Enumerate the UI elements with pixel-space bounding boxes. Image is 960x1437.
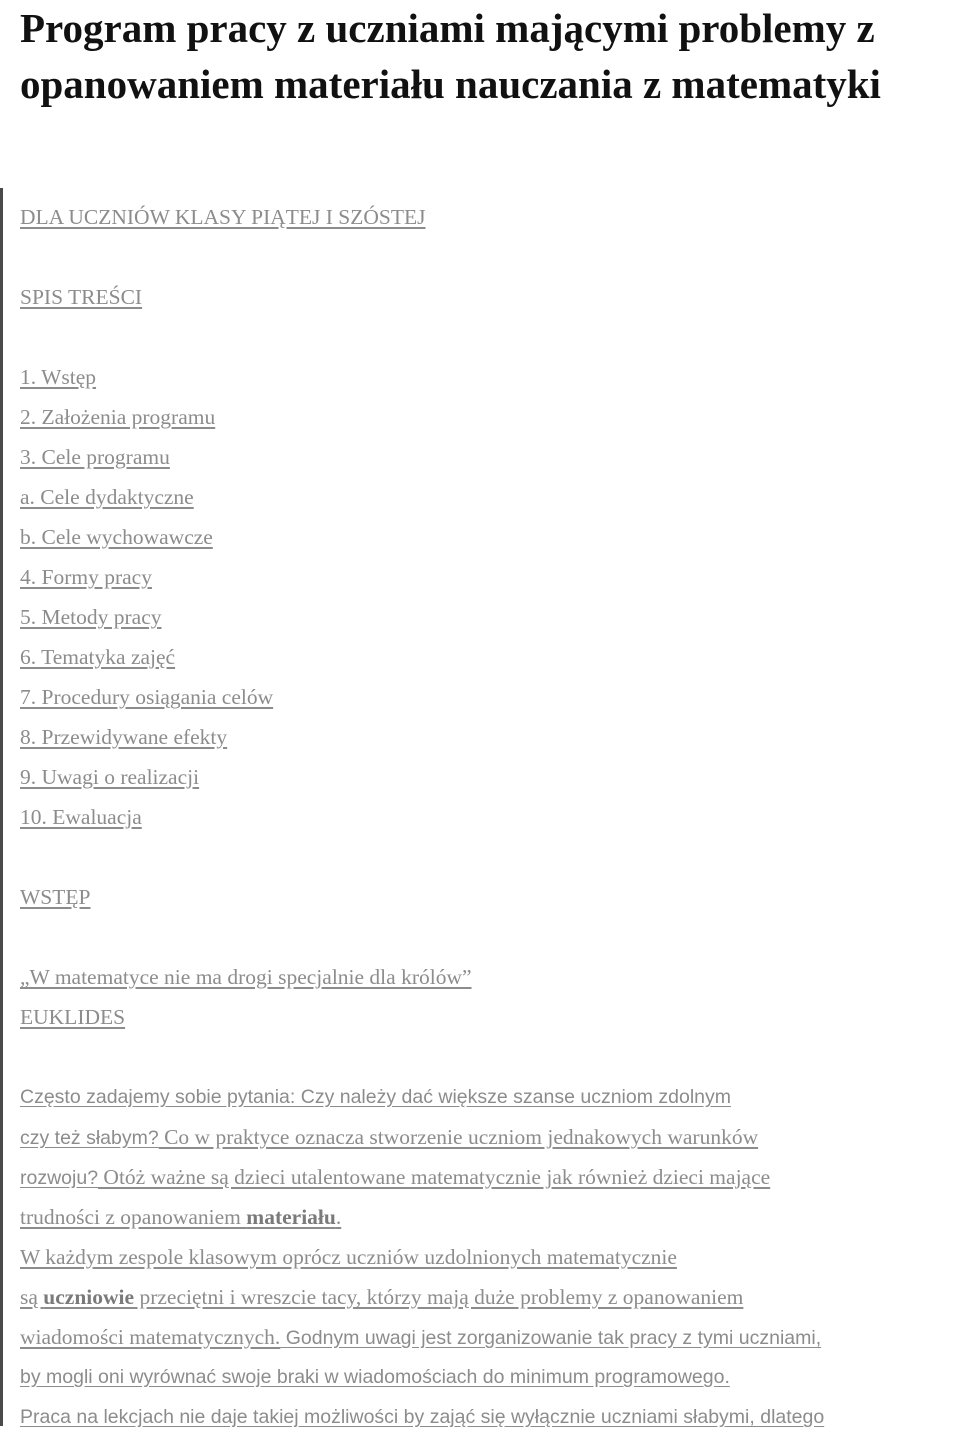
toc-item[interactable]: b. Cele wychowawcze [20, 525, 213, 549]
quote-author: EUKLIDES [20, 1005, 126, 1029]
toc-item[interactable]: 7. Procedury osiągania celów [20, 685, 274, 709]
document-body [20, 197, 955, 1437]
subtitle: DLA UCZNIÓW KLASY PIĄTEJ I SZÓSTEJ [20, 205, 426, 229]
bold-term: materiału [246, 1205, 336, 1229]
section-heading: WSTĘP [20, 885, 91, 909]
spacer [20, 917, 955, 957]
toc-item[interactable]: 6. Tematyka zajęć [20, 645, 176, 669]
toc-item[interactable]: 9. Uwagi o realizacji [20, 765, 200, 789]
toc-item[interactable]: 5. Metody pracy [20, 605, 162, 629]
spacer [20, 837, 955, 877]
paragraph-line: W każdym zespole klasowym oprócz uczniów uzdolnionych matematycznie [20, 1245, 677, 1269]
spacer [20, 1037, 955, 1077]
paragraph-line: Często zadajemy sobie pytania: Czy należy dać większe szanse uczniom zdolnym [20, 1086, 731, 1108]
paragraph-line: czy też słabym? Co w praktyce oznacza stworzenie uczniom jednakowych warunków [20, 1125, 759, 1149]
intro-paragraph [20, 1077, 955, 1437]
page-title: Program pracy z uczniami mającymi problemy z opanowaniem materiału nauczania z matematyki [20, 5, 881, 107]
bold-term: uczniowie [43, 1285, 135, 1309]
spacer [20, 317, 955, 357]
paragraph-line: są uczniowie przeciętni i wreszcie tacy, którzy mają duże problemy z opanowaniem [20, 1285, 744, 1309]
toc-item[interactable]: 3. Cele programu [20, 445, 170, 469]
toc-heading: SPIS TREŚCI [20, 285, 143, 309]
paragraph-line: wiadomości matematycznych. Godnym uwagi jest zorganizowanie tak pracy z tymi uczniami, [20, 1325, 822, 1349]
paragraph-line: rozwoju? Otóż ważne są dzieci utalentowane matematycznie jak również dzieci mające [20, 1165, 771, 1189]
paragraph-line: trudności z opanowaniem materiału. [20, 1205, 342, 1229]
toc-item[interactable]: 2. Założenia programu [20, 405, 216, 429]
toc-item[interactable]: 1. Wstęp [20, 365, 97, 389]
toc-item[interactable]: a. Cele dydaktyczne [20, 485, 194, 509]
table-of-contents [20, 357, 955, 837]
left-border-rule [0, 188, 3, 1426]
paragraph-line: by mogli oni wyrównać swoje braki w wiadomościach do minimum programowego. [20, 1366, 730, 1388]
spacer [20, 237, 955, 277]
paragraph-line: Praca na lekcjach nie daje takiej możliwości by zająć się wyłącznie uczniami słabymi, dlatego [20, 1406, 825, 1428]
toc-item[interactable]: 4. Formy pracy [20, 565, 152, 589]
toc-item[interactable]: 10. Ewaluacja [20, 805, 142, 829]
quote: „W matematyce nie ma drogi specjalnie dla królów” [20, 965, 472, 989]
toc-item[interactable]: 8. Przewidywane efekty [20, 725, 228, 749]
